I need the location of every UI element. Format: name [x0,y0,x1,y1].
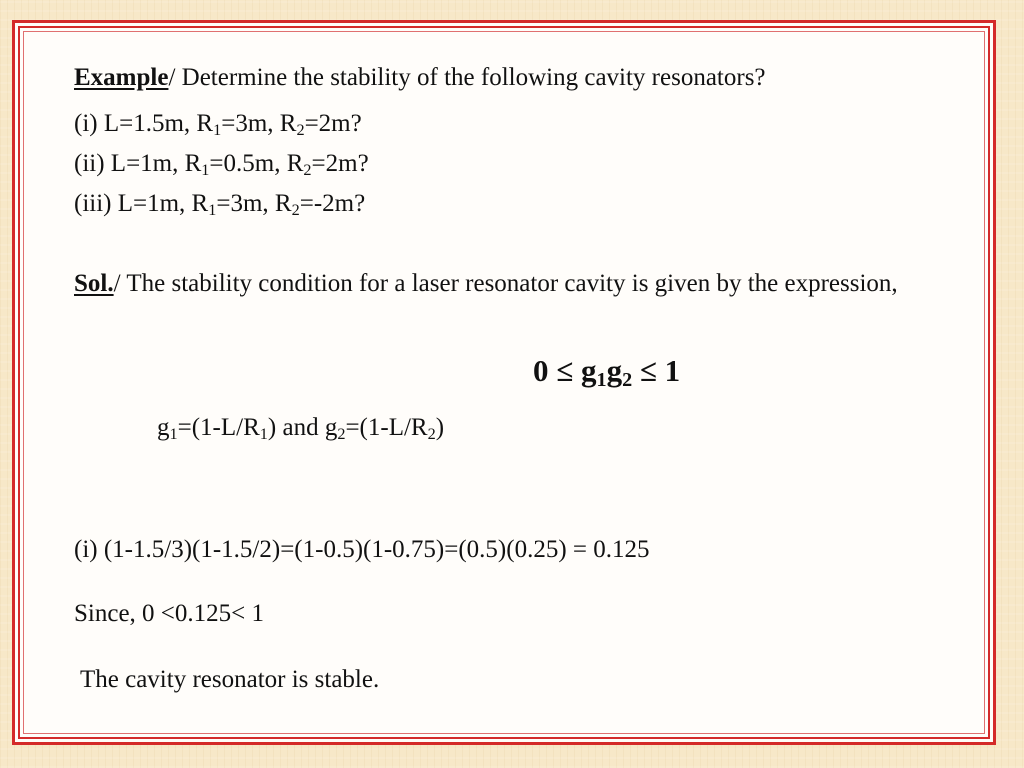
solution-heading [74,269,898,299]
calculation-line: (i) (1-1.5/3)(1-1.5/2)=(1-0.5)(1-0.75)=(0.5)(0.25) = 0.125 [74,536,650,563]
slide-frame [12,20,996,745]
case-item-2: (ii) L=1m, $R_1=0.5m$, $R_2=2m$? [74,150,369,180]
example-label: Example [74,64,169,91]
solution-slash: / [113,270,121,297]
conclusion-line: The cavity resonator is stable. [80,666,380,693]
case-item-3: (iii) L=1m, $R_1=3m$, $R_2=-2m$? [74,190,366,220]
solution-label: Sol. [74,270,114,297]
slide-content [15,23,993,742]
example-text: Determine the stability of the following cavity resonators? [175,64,766,91]
since-line: Since, 0 <0.125< 1 [74,600,264,627]
solution-text: The stability condition for a laser resonator cavity is given by the expression, [120,270,898,297]
example-heading [74,63,766,93]
g-definitions: $g_1=(1-L/R_1)$ and $g_2=(1-L/R_2)$ [157,414,445,444]
case-item-1: (i) L=1.5m, $R_1=3m$, $R_2=2m$? [74,110,362,140]
stability-condition-formula: $0 \le g_1g_2 \le 1$ [533,353,681,392]
example-slash: / [168,64,176,91]
